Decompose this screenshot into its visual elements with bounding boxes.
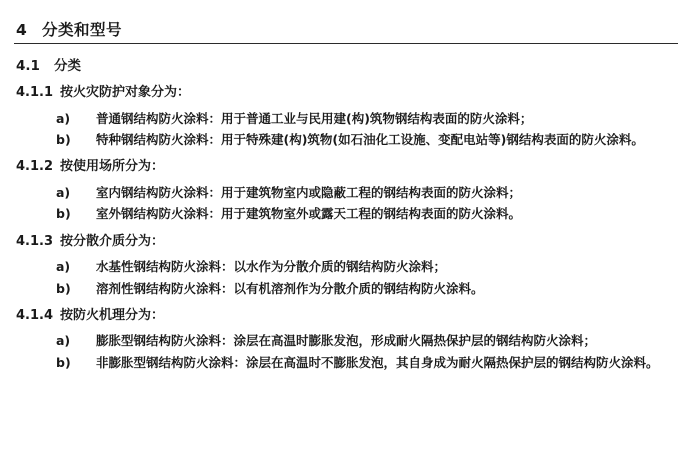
subsection-title: 按火灾防护对象分为： — [60, 85, 191, 100]
list-item-text: 溶剂性钢结构防火涂料：以有机溶剂作为分散介质的钢结构防火涂料。 — [96, 280, 484, 296]
list-item-marker: b) — [56, 206, 71, 222]
section-number: 4.1 — [16, 58, 40, 74]
list-item-marker: a) — [56, 110, 71, 126]
list-item-text: 室内钢结构防火涂料：用于建筑物室内或隐蔽工程的钢结构表面的防火涂料； — [96, 184, 522, 200]
chapter-heading — [14, 18, 678, 40]
subsection-list — [14, 331, 678, 372]
list-item — [14, 331, 678, 350]
subsection-number: 4.1.4 — [16, 307, 54, 323]
list-item — [14, 130, 678, 149]
list-item — [14, 279, 678, 298]
subsection-heading — [14, 307, 678, 325]
list-item-text: 膨胀型钢结构防火涂料：涂层在高温时膨胀发泡，形成耐火隔热保护层的钢结构防火涂料； — [96, 333, 597, 349]
list-item-marker: a) — [56, 333, 71, 349]
list-item — [14, 183, 678, 202]
list-item — [14, 204, 678, 223]
chapter-number: 4 — [16, 21, 28, 39]
list-item-text: 非膨胀型钢结构防火涂料：涂层在高温时不膨胀发泡，其自身成为耐火隔热保护层的钢结构防火涂料。 — [96, 354, 659, 370]
subsection-list — [14, 183, 678, 224]
list-item-marker: b) — [56, 280, 71, 296]
subsection-heading — [14, 158, 678, 176]
list-item — [14, 257, 678, 276]
list-item-text: 水基性钢结构防火涂料：以水作为分散介质的钢结构防火涂料； — [96, 259, 447, 275]
list-item-marker: b) — [56, 354, 71, 370]
subsection-title: 按使用场所分为： — [60, 159, 165, 175]
heading-divider — [14, 43, 678, 44]
subsection-title: 按分散介质分为： — [60, 233, 165, 249]
subsection-heading — [14, 84, 678, 102]
list-item-marker: a) — [56, 184, 71, 200]
list-item — [14, 353, 678, 372]
list-item — [14, 109, 678, 128]
subsection-list — [14, 109, 678, 150]
subsection-number: 4.1.1 — [16, 85, 54, 100]
subsection-number: 4.1.2 — [16, 159, 54, 175]
chapter-title: 分类和型号 — [42, 21, 123, 39]
list-item-marker: a) — [56, 259, 71, 275]
section-title: 分类 — [54, 58, 81, 74]
subsection-list — [14, 257, 678, 298]
subsection-number: 4.1.3 — [16, 233, 54, 249]
section-heading — [14, 54, 678, 74]
subsection-heading — [14, 233, 678, 251]
list-item-text: 普通钢结构防火涂料：用于普通工业与民用建(构)筑物钢结构表面的防火涂料； — [96, 110, 533, 126]
list-item-text: 特种钢结构防火涂料：用于特殊建(构)筑物(如石油化工设施、变配电站等)钢结构表面的防火涂料。 — [96, 131, 644, 147]
subsection-title: 按防火机理分为： — [60, 307, 165, 323]
list-item-marker: b) — [56, 131, 71, 147]
list-item-text: 室外钢结构防火涂料：用于建筑物室外或露天工程的钢结构表面的防火涂料。 — [96, 206, 522, 222]
